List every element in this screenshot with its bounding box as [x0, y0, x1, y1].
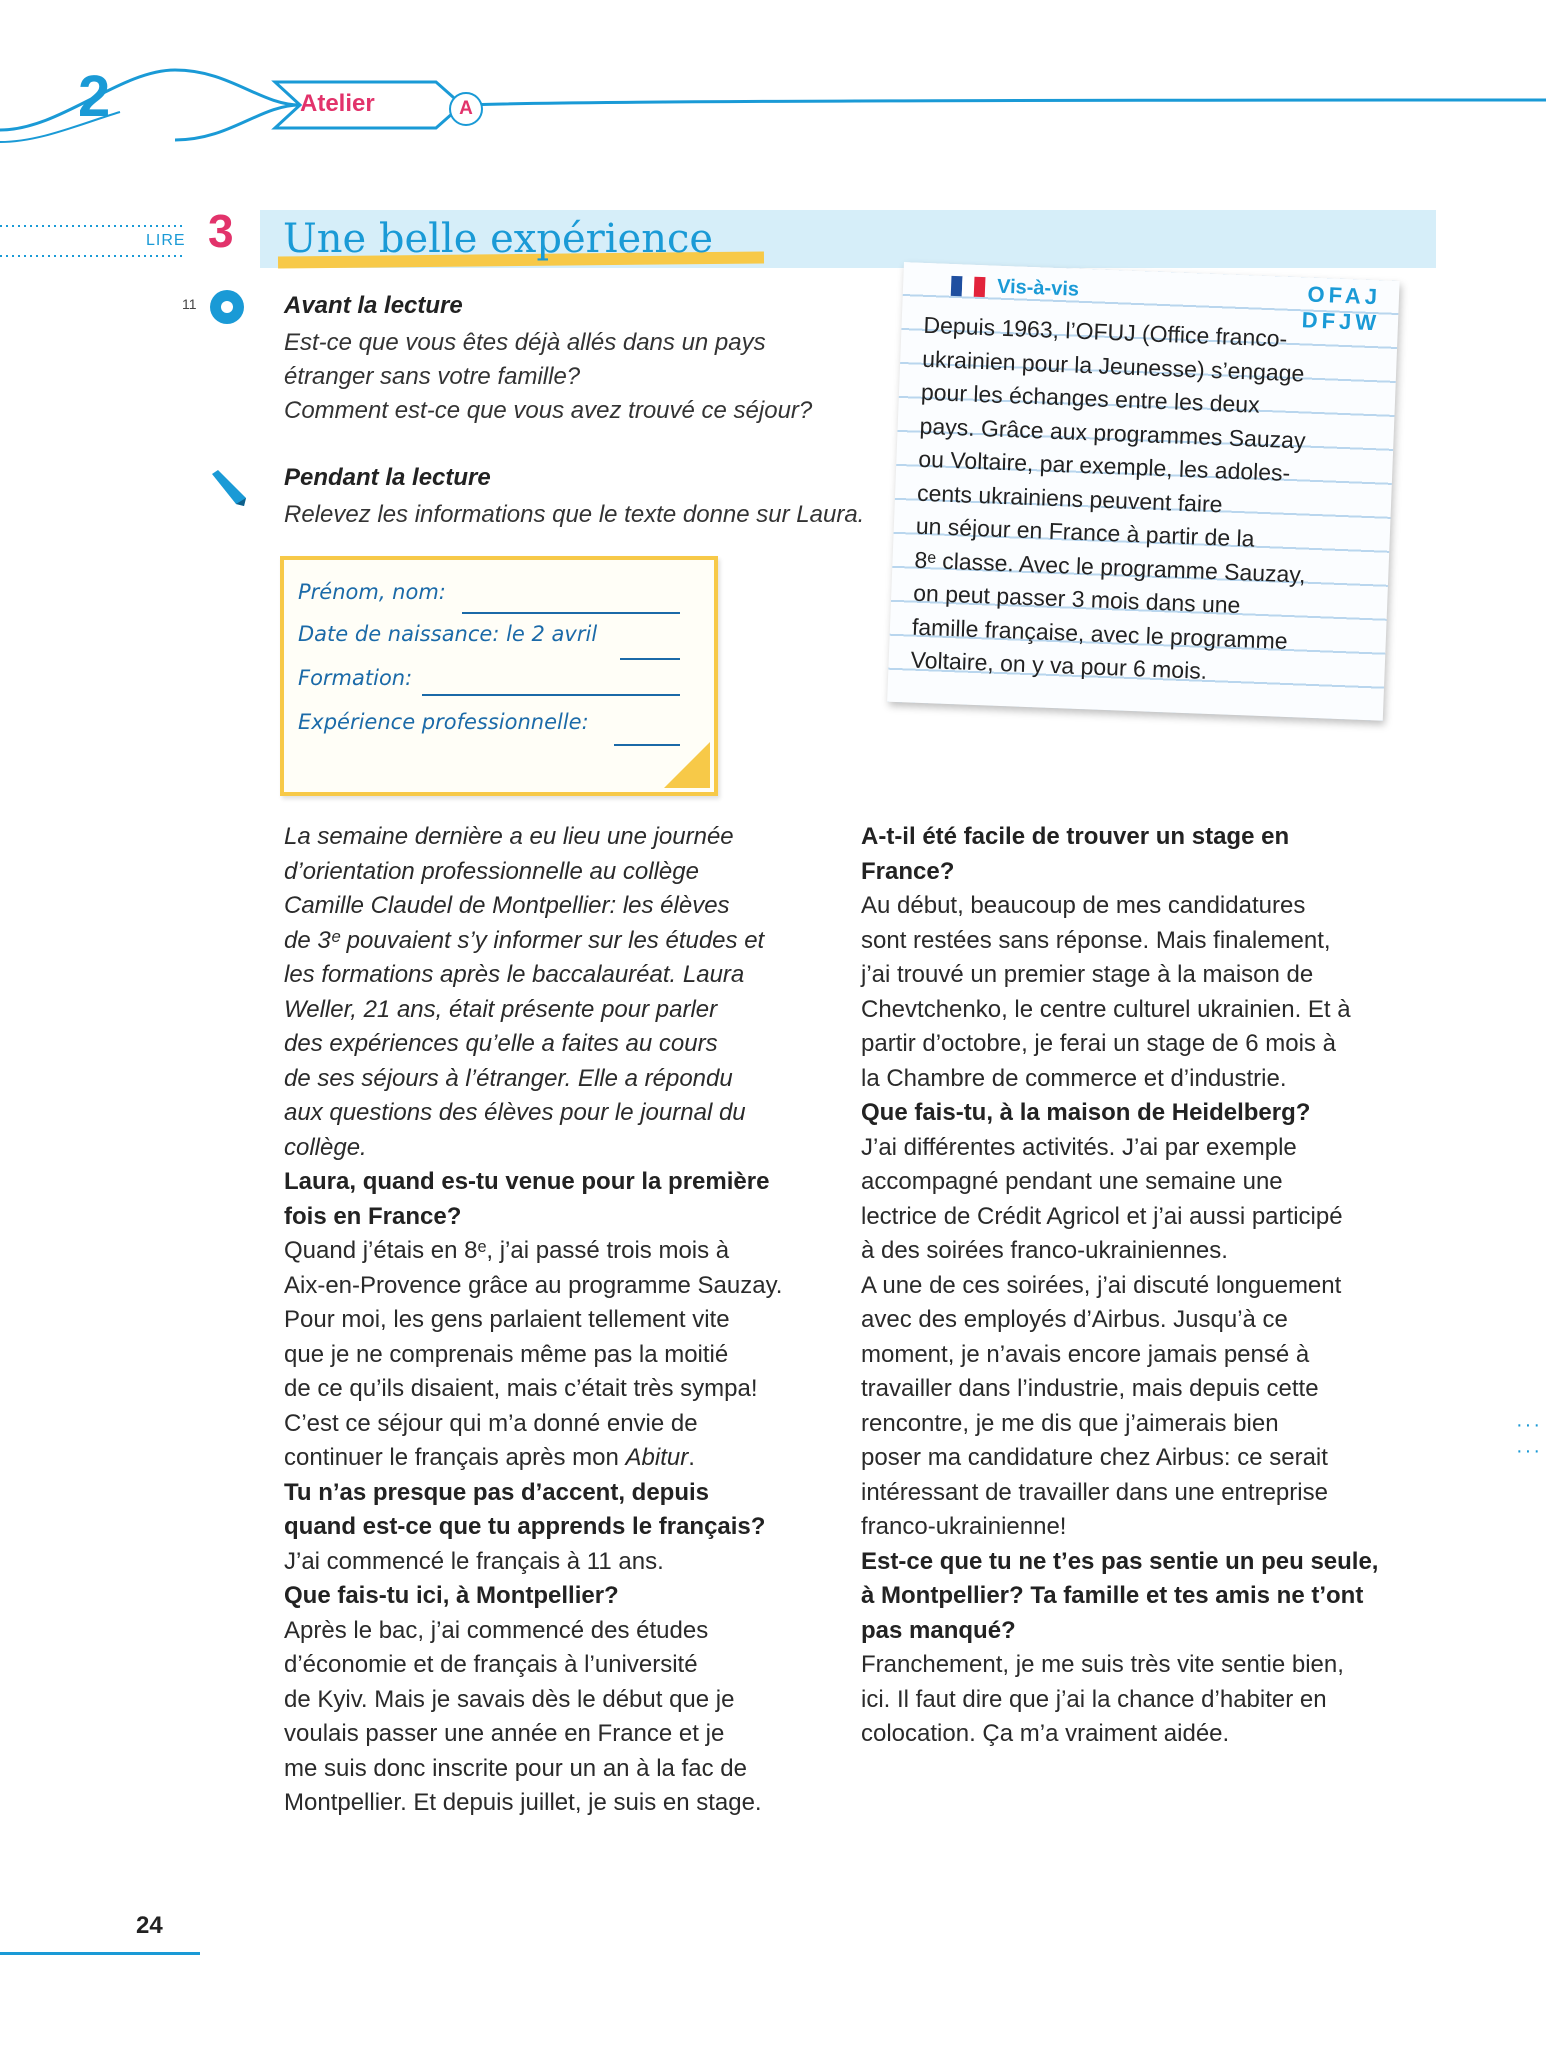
answer-italic: Abitur	[625, 1444, 689, 1471]
margin-dots: ···	[1516, 1414, 1542, 1436]
section-number: 3	[208, 205, 234, 257]
section-category: LIRE	[146, 232, 186, 249]
dfjw-logo: DFJW	[1301, 307, 1381, 336]
answer-line	[462, 612, 680, 614]
answer-line	[422, 694, 680, 696]
pencil-icon	[208, 468, 248, 508]
avant-text: Est-ce que vous êtes déjà allés dans un pays étranger sans votre famille? Comment est-ce que vous avez trouvé ce séjour?	[284, 329, 813, 424]
ofaj-logo: OFAJ	[1307, 281, 1382, 310]
page-number: 24	[136, 1912, 163, 1939]
sticky-experience-label: Expérience professionnelle:	[298, 710, 589, 734]
question: Est-ce que tu ne t’es pas sentie un peu seule, à Montpellier? Ta famille et tes amis ne t’ont pas manqué?	[861, 1547, 1379, 1644]
answer: J’ai différentes activités. J’ai par exemple accompagné pendant une semaine une lectrice de Crédit Agricol et j’ai aussi participé à des soirées franco-ukrainiennes. A une de ces soirées, j’ai discuté longuement avec des employés d’Airbus. Jusqu’à ce moment, je n’avais encore jamais pensé à travailler dans l’industrie, mais depuis cette rencontre, je me dis que j’aimerais bien poser ma candidature chez Airbus: ce serait intéressant de travailler dans une entreprise franco-ukrainienne!	[861, 1133, 1343, 1540]
article-right-column	[861, 820, 1441, 1752]
question: Que fais-tu, à la maison de Heidelberg?	[861, 1099, 1311, 1126]
vis-a-vis-label: Vis-à-vis	[996, 275, 1080, 301]
sticky-prenom-label: Prénom, nom:	[298, 580, 446, 604]
sticky-date-label: Date de naissance: le 2 avril	[298, 622, 598, 646]
answer: Après le bac, j’ai commencé des études d’économie et de français à l’université de Kyiv. Mais je savais dès le début que je voulais passer une année en France et je me suis donc inscrite pour un an à la fac de Montpellier. Et depuis juillet, je suis en stage.	[284, 1616, 762, 1816]
header-ribbon	[0, 60, 1546, 150]
chapter-number: 2	[78, 64, 111, 129]
footer-line	[0, 1952, 200, 1955]
answer-text: Quand j’étais en 8ᵉ, j’ai passé trois mois à Aix-en-Provence grâce au programme Sauzay. Pour moi, les gens parlaient tellement vite que je ne comprenais même pas la moitié de ce qu’ils disaient, mais c’était très sympa! C’est ce séjour qui m’a donné envie de continuer le français après mon	[284, 1237, 783, 1471]
answer: Franchement, je me suis très vite sentie bien, ici. Il faut dire que j’ai la chance d’habiter en colocation. Ça m’a vraiment aidée.	[861, 1651, 1344, 1747]
vis-a-vis-card	[887, 262, 1400, 721]
margin-dots: ···	[1516, 1440, 1542, 1462]
avant-title: Avant la lecture	[284, 292, 463, 319]
sticky-formation-label: Formation:	[298, 666, 413, 690]
answer: J’ai commencé le français à 11 ans.	[284, 1547, 664, 1575]
question: A-t-il été facile de trouver un stage en France?	[861, 823, 1290, 885]
audio-cd-icon[interactable]	[210, 290, 244, 324]
pendant-text: Relevez les informations que le texte donne sur Laura.	[284, 501, 865, 528]
audio-track-number: 11	[182, 296, 197, 312]
answer	[284, 1234, 844, 1476]
question: Laura, quand es-tu venue pour la première fois en France?	[284, 1168, 770, 1230]
answer-end: .	[688, 1444, 695, 1471]
pendant-title: Pendant la lecture	[284, 464, 491, 491]
question: Que fais-tu ici, à Montpellier?	[284, 1582, 619, 1609]
article-intro: La semaine dernière a eu lieu une journée d’orientation professionnelle au collège Camille Claudel de Montpellier: les élèves de 3ᵉ pouvaient s’y informer sur les études et les formations après le baccalauréat. Laura Weller, 21 ans, était présente pour parler des expériences qu’elle a faites au cours de ses séjours à l’étranger. Elle a répondu aux questions des élèves pour le journal du collège.	[284, 823, 765, 1161]
sticky-note-curl	[664, 742, 714, 792]
answer: Au début, beaucoup de mes candidatures sont restées sans réponse. Mais finalement, j’ai trouvé un premier stage à la maison de Chevtchenko, le centre culturel ukrainien. Et à partir d’octobre, je ferai un stage de 6 mois à la Chambre de commerce et d’industrie.	[861, 892, 1351, 1092]
question: Tu n’as presque pas d’accent, depuis quand est-ce que tu apprends le français?	[284, 1478, 766, 1540]
atelier-letter-badge: A	[449, 92, 483, 126]
vis-a-vis-text: Depuis 1963, l’OFUJ (Office franco- ukrainien pour la Jeunesse) s’engage pour les échanges entre les deux pays. Grâce aux programmes Sauzay ou Voltaire, par exemple, les adoles- cents ukrainiens peuvent faire un séjour en France à partir de la 8ᵉ classe. Avec le programme Sauzay, on peut passer 3 mois dans une famille française, avec le programme Voltaire, on y va pour 6 mois.	[910, 311, 1307, 684]
answer-line	[620, 658, 680, 660]
sticky-note	[280, 556, 718, 796]
atelier-label: Atelier	[300, 90, 375, 117]
article-left-column	[284, 820, 844, 1821]
french-flag-icon	[951, 276, 986, 297]
section-title: Une belle expérience	[283, 216, 714, 262]
